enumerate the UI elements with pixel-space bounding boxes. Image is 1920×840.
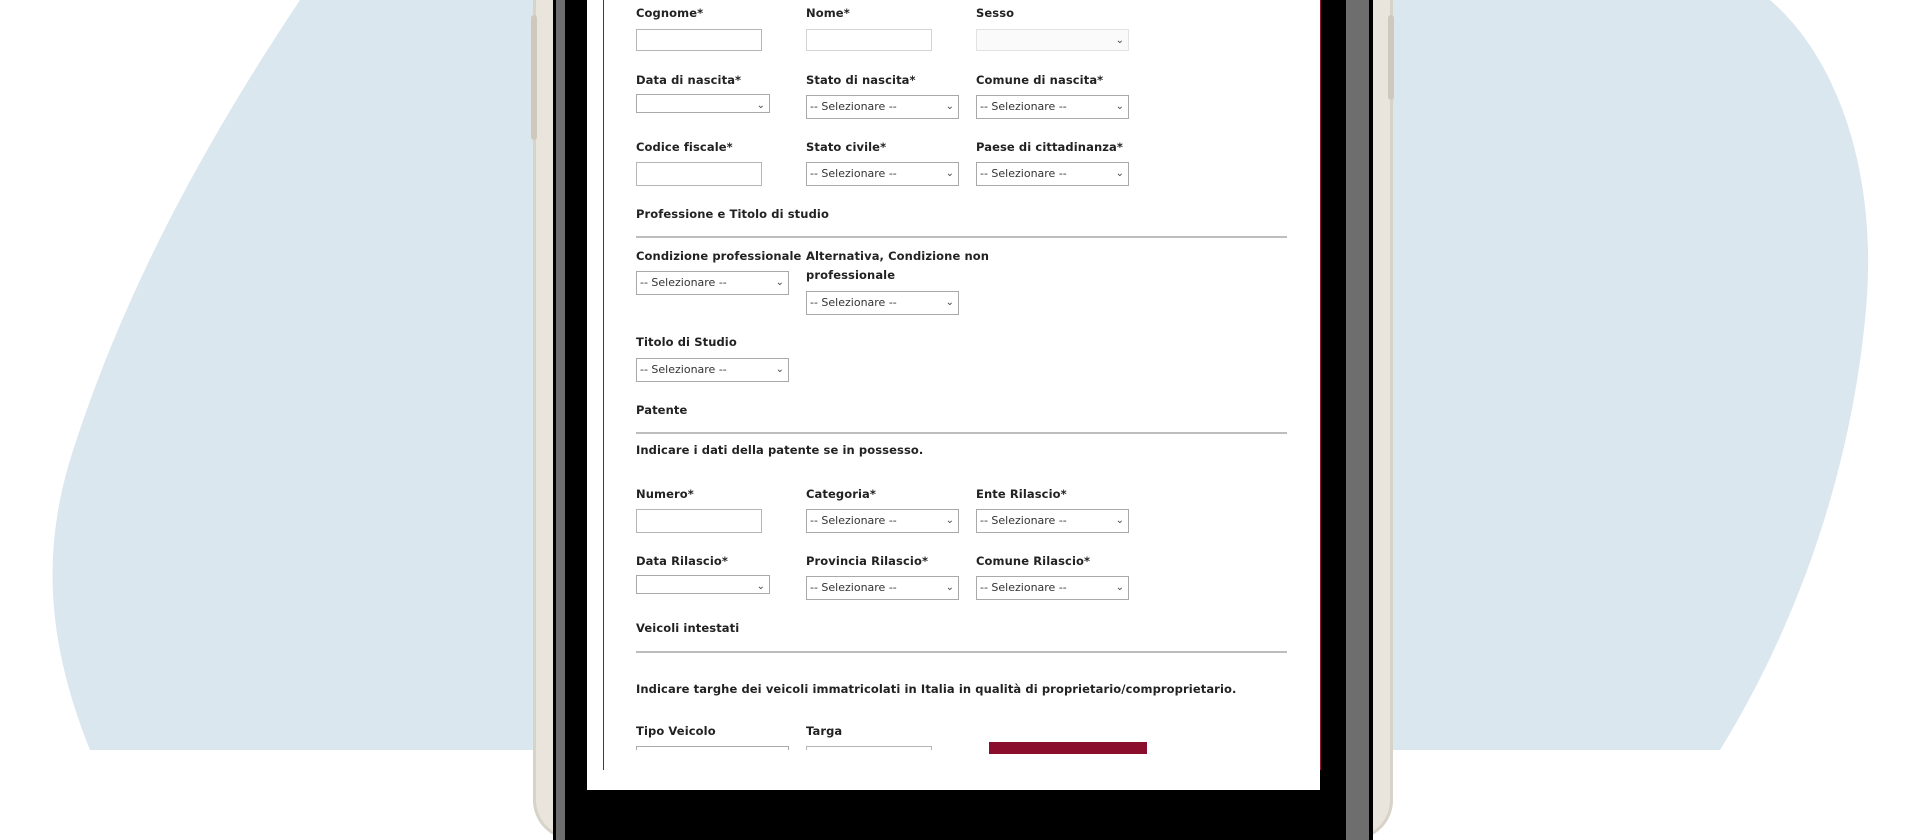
patente-note: Indicare i dati della patente se in possesso. — [636, 443, 924, 457]
veicoli-section-title: Veicoli intestati — [636, 621, 740, 635]
codice-fiscale-input[interactable] — [636, 162, 762, 186]
professione-section-title: Professione e Titolo di studio — [636, 207, 829, 221]
tipo-veicolo-select[interactable] — [636, 746, 789, 750]
nome-input[interactable] — [806, 29, 932, 51]
chevron-down-icon: ⌄ — [945, 582, 954, 593]
chevron-down-icon: ⌄ — [945, 297, 954, 308]
provincia-rilascio-select[interactable] — [806, 576, 959, 600]
add-vehicle-button[interactable] — [989, 742, 1147, 754]
select-value: -- Selezionare -- — [810, 167, 897, 180]
data-rilascio-select[interactable] — [636, 575, 770, 594]
select-value: -- Selezionare -- — [810, 581, 897, 594]
select-value: -- Selezionare -- — [810, 296, 897, 309]
bezel-edge-left — [556, 0, 565, 840]
condizione-select[interactable] — [636, 271, 789, 295]
alternativa-label-line1: Alternativa, Condizione non — [806, 249, 990, 263]
data-nascita-select[interactable] — [636, 94, 770, 113]
select-value: -- Selezionare -- — [640, 363, 727, 376]
chevron-down-icon: ⌄ — [945, 515, 954, 526]
chevron-down-icon: ⌄ — [1115, 35, 1124, 46]
ente-rilascio-select[interactable] — [976, 509, 1129, 533]
comune-rilascio-select[interactable] — [976, 576, 1129, 600]
form-panel — [603, 0, 1321, 770]
chevron-down-icon: ⌄ — [1115, 515, 1124, 526]
alternativa-label-line2: professionale — [806, 268, 896, 282]
chevron-down-icon: ⌄ — [756, 581, 765, 592]
section-divider — [636, 651, 1287, 653]
phone-side-button-right — [1388, 15, 1394, 100]
chevron-down-icon: ⌄ — [1115, 101, 1124, 112]
select-value: -- Selezionare -- — [640, 276, 727, 289]
select-value: -- Selezionare -- — [810, 514, 897, 527]
titolo-studio-select[interactable] — [636, 358, 789, 382]
chevron-down-icon: ⌄ — [775, 364, 784, 375]
chevron-down-icon: ⌄ — [756, 100, 765, 111]
section-divider — [636, 236, 1287, 238]
phone-side-button-left — [531, 15, 537, 140]
stato-nascita-select[interactable] — [806, 95, 959, 119]
stato-civile-select[interactable] — [806, 162, 959, 186]
select-value: -- Selezionare -- — [980, 581, 1067, 594]
categoria-label: Categoria* — [806, 487, 877, 501]
provincia-rilascio-label: Provincia Rilascio* — [806, 554, 929, 568]
titolo-studio-label: Titolo di Studio — [636, 335, 737, 349]
paese-cittadinanza-select[interactable] — [976, 162, 1129, 186]
tipo-veicolo-label: Tipo Veicolo — [636, 724, 716, 738]
section-divider — [636, 432, 1287, 434]
cognome-input[interactable] — [636, 29, 762, 51]
select-value: -- Selezionare -- — [980, 514, 1067, 527]
select-value: -- Selezionare -- — [810, 100, 897, 113]
chevron-down-icon: ⌄ — [945, 101, 954, 112]
veicoli-note: Indicare targhe dei veicoli immatricolati in Italia in qualità di proprietario/comproprietario. — [636, 682, 1237, 696]
patente-section-title: Patente — [636, 403, 688, 417]
select-value: -- Selezionare -- — [980, 167, 1067, 180]
select-value: -- Selezionare -- — [980, 100, 1067, 113]
targa-label: Targa — [806, 724, 843, 738]
nome-label: Nome* — [806, 6, 850, 20]
bezel-edge-right — [1346, 0, 1369, 840]
targa-input[interactable] — [806, 746, 932, 750]
chevron-down-icon: ⌄ — [1115, 582, 1124, 593]
ente-rilascio-label: Ente Rilascio* — [976, 487, 1067, 501]
chevron-down-icon: ⌄ — [775, 277, 784, 288]
data-rilascio-label: Data Rilascio* — [636, 554, 728, 568]
numero-input[interactable] — [636, 509, 762, 533]
alternativa-select[interactable] — [806, 291, 959, 315]
sesso-select[interactable] — [976, 29, 1129, 51]
condizione-label: Condizione professionale — [636, 249, 802, 263]
cognome-label: Cognome* — [636, 6, 704, 20]
comune-rilascio-label: Comune Rilascio* — [976, 554, 1091, 568]
data-nascita-label: Data di nascita* — [636, 73, 742, 87]
codice-fiscale-label: Codice fiscale* — [636, 140, 733, 154]
stato-civile-label: Stato civile* — [806, 140, 887, 154]
stato-nascita-label: Stato di nascita* — [806, 73, 916, 87]
chevron-down-icon: ⌄ — [1115, 168, 1124, 179]
categoria-select[interactable] — [806, 509, 959, 533]
comune-nascita-label: Comune di nascita* — [976, 73, 1104, 87]
comune-nascita-select[interactable] — [976, 95, 1129, 119]
numero-label: Numero* — [636, 487, 694, 501]
chevron-down-icon: ⌄ — [945, 168, 954, 179]
sesso-label: Sesso — [976, 6, 1015, 20]
paese-cittadinanza-label: Paese di cittadinanza* — [976, 140, 1123, 154]
